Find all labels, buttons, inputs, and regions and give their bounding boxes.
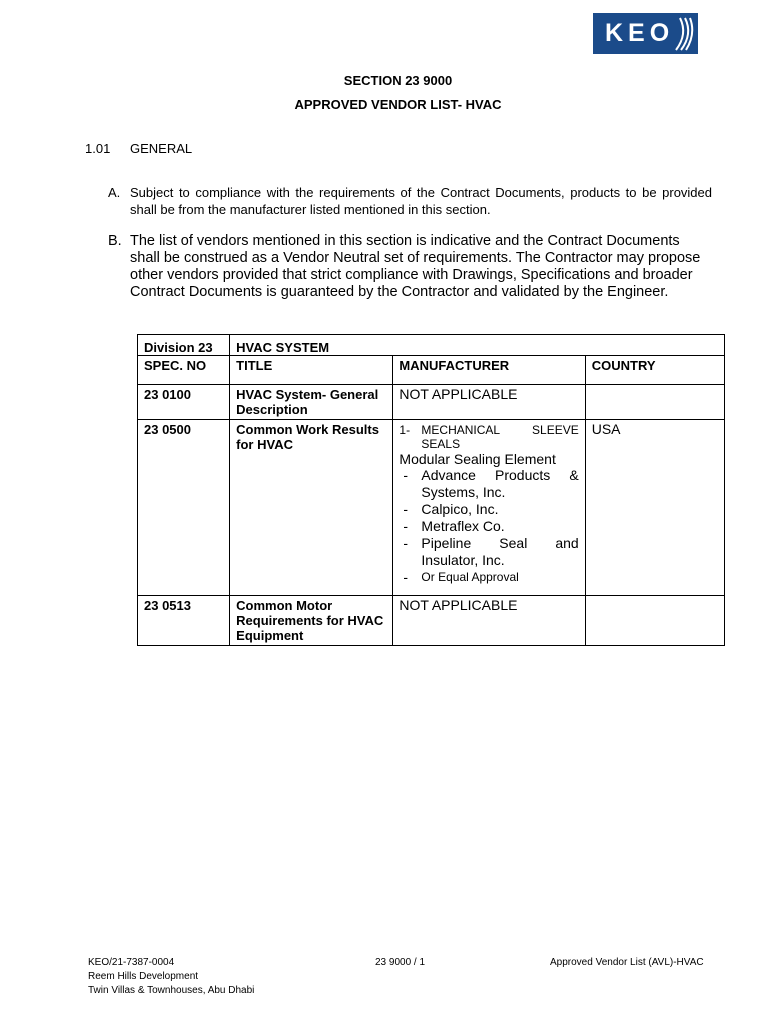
header-title: TITLE xyxy=(230,356,393,385)
item-name: MECHANICAL SLEEVE SEALS xyxy=(421,423,579,451)
footer-left xyxy=(88,956,254,998)
header-spec-no: SPEC. NO xyxy=(138,356,230,385)
division-title: HVAC SYSTEM xyxy=(230,335,725,356)
list-bullet: - xyxy=(403,569,409,585)
paragraph-label: B. xyxy=(108,233,122,249)
list-item xyxy=(399,501,578,518)
manufacturer-item xyxy=(399,423,578,451)
spec-title: Common Work Results for HVAC xyxy=(230,420,393,596)
footer-doc-ref: KEO/21-7387-0004 xyxy=(88,957,175,968)
country-cell xyxy=(585,385,724,420)
list-bullet: - xyxy=(403,501,409,517)
list-bullet: - xyxy=(403,535,409,551)
section-number: SECTION 23 9000 xyxy=(343,73,453,88)
header-row xyxy=(138,356,725,385)
country-cell xyxy=(585,596,724,646)
division-label: Division 23 xyxy=(138,335,230,356)
paragraph-b xyxy=(108,233,712,301)
article-heading xyxy=(85,141,192,156)
manufacturer-cell xyxy=(393,420,585,596)
section-title: APPROVED VENDOR LIST- HVAC xyxy=(294,97,502,112)
spec-number: 23 0513 xyxy=(138,596,230,646)
table-row xyxy=(138,385,725,420)
vendor-name: Pipeline Seal and Insulator, Inc. xyxy=(421,535,579,568)
header-manufacturer: MANUFACTURER xyxy=(393,356,585,385)
article-number: 1.01 xyxy=(85,141,111,156)
logo-text: KEO xyxy=(605,19,675,47)
footer-project: Reem Hills Development xyxy=(88,971,199,982)
list-bullet: - xyxy=(403,467,409,483)
table-row xyxy=(138,420,725,596)
footer-doc-title: Approved Vendor List (AVL)-HVAC xyxy=(550,957,704,968)
item-subheading: Modular Sealing Element xyxy=(399,451,556,467)
vendor-table xyxy=(137,334,725,646)
paragraph-text: The list of vendors mentioned in this section is indicative and the Contract Documents shall be construed as a Vendor Neutral set of requirements. The Contractor may propose other vendors provided that strict compliance with Drawings, Specifications and broader Contract Documents is guaranteed by the Contractor and validated by the Engineer. xyxy=(130,233,701,300)
vendor-name: Metraflex Co. xyxy=(421,518,505,534)
item-number: 1- xyxy=(399,423,411,437)
paragraph-label: A. xyxy=(108,185,121,200)
vendor-name: Calpico, Inc. xyxy=(421,501,499,517)
spec-number: 23 0100 xyxy=(138,385,230,420)
list-bullet: - xyxy=(403,518,409,534)
spec-title: Common Motor Requirements for HVAC Equipment xyxy=(230,596,393,646)
keo-logo xyxy=(593,13,698,54)
footer-page-number: 23 9000 / 1 xyxy=(375,957,426,968)
article-title: GENERAL xyxy=(130,141,193,156)
list-item xyxy=(399,518,578,535)
header-country: COUNTRY xyxy=(585,356,724,385)
spec-title: HVAC System- General Description xyxy=(230,385,393,420)
list-item xyxy=(399,569,578,586)
manufacturer-cell: NOT APPLICABLE xyxy=(393,385,585,420)
vendor-name: Or Equal Approval xyxy=(421,570,519,584)
paragraph-a xyxy=(108,184,712,218)
list-item xyxy=(399,467,578,501)
vendor-list xyxy=(399,467,578,586)
country-cell: USA xyxy=(585,420,724,596)
vendor-name: Advance Products & Systems, Inc. xyxy=(421,467,579,500)
manufacturer-cell: NOT APPLICABLE xyxy=(393,596,585,646)
list-item xyxy=(399,535,578,569)
footer-location: Twin Villas & Townhouses, Abu Dhabi xyxy=(88,985,255,996)
paragraph-text: Subject to compliance with the requirements of the Contract Documents, products to be provided shall be from the manufacturer listed mentioned in this section. xyxy=(130,185,712,217)
division-row xyxy=(138,335,725,356)
spec-number: 23 0500 xyxy=(138,420,230,596)
logo-swoosh-icon xyxy=(674,16,696,52)
table-row xyxy=(138,596,725,646)
